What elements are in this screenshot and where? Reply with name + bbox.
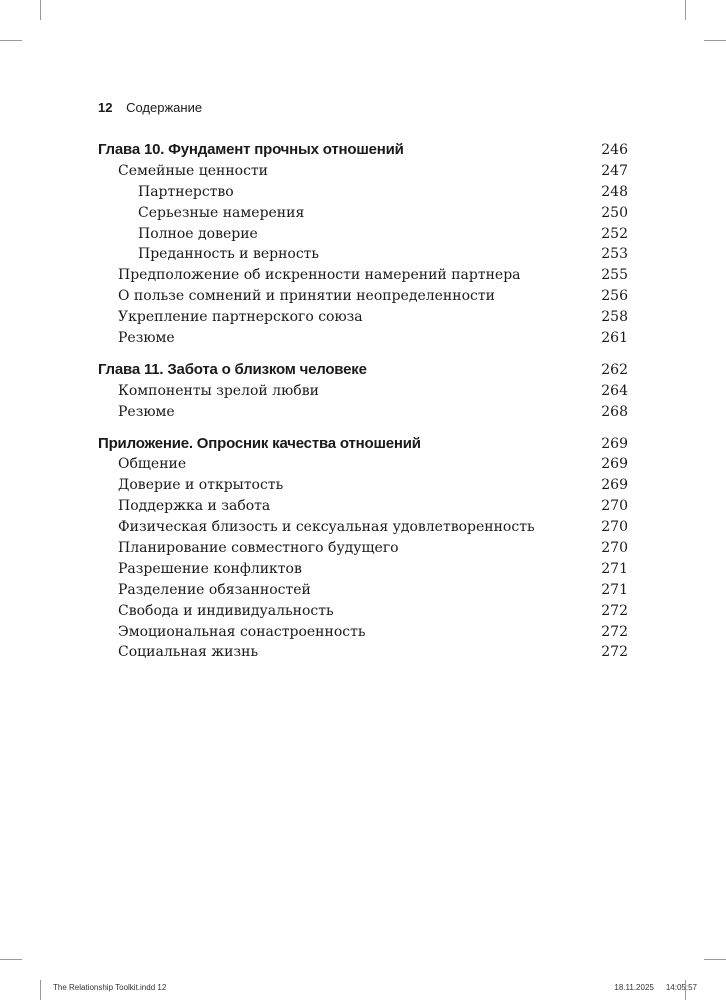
slug-page: 12 [157,983,167,992]
running-head [98,100,202,115]
toc-chapter-heading[interactable] [98,360,628,381]
toc-entry-title: Глава 10. Фундамент прочных отношений [98,141,404,158]
toc-entry-page: 248 [601,183,628,200]
toc-entry-title: Поддержка и забота [118,498,271,515]
toc-entry-page: 255 [601,267,628,284]
toc-entry[interactable] [98,559,628,580]
print-slug-file [53,983,166,992]
toc-entry[interactable] [98,224,628,245]
toc-entry-page: 269 [601,477,628,494]
toc-entry[interactable] [98,265,628,286]
toc-entry-title: Серьезные намерения [138,204,305,221]
toc-entry-title: Доверие и открытость [118,477,284,494]
crop-mark-top-left [40,0,41,20]
toc-entry[interactable] [98,182,628,203]
toc-entry-title: Преданность и верность [138,246,320,263]
toc-entry-page: 268 [601,403,628,420]
toc-entry-title: О пользе сомнений и принятии неопределенности [118,288,495,305]
toc-entry[interactable] [98,475,628,496]
toc-entry-page: 261 [601,330,628,347]
toc-entry-title: Компоненты зрелой любви [118,382,319,399]
crop-mark-right-top [704,40,726,41]
toc-entry-page: 270 [601,519,628,536]
toc-entry[interactable] [98,161,628,182]
table-of-contents [98,140,628,674]
page-number: 12 [98,100,113,115]
toc-entry-title: Предположение об искренности намерений партнера [118,267,521,284]
toc-entry[interactable] [98,203,628,224]
toc-entry[interactable] [98,496,628,517]
toc-entry[interactable] [98,402,628,423]
toc-entry-title: Эмоциональная сонастроенность [118,623,366,640]
toc-entry-title: Разделение обязанностей [118,581,311,598]
toc-entry-page: 270 [601,540,628,557]
toc-entry-title: Семейные ценности [118,162,269,179]
toc-entry-page: 256 [601,288,628,305]
toc-entry-title: Разрешение конфликтов [118,560,302,577]
toc-chapter-block [98,140,628,349]
toc-entry-page: 269 [601,456,628,473]
toc-entry-title: Глава 11. Забота о близком человеке [98,360,367,378]
print-slug-timestamp [614,983,697,992]
crop-mark-left-top [0,40,22,41]
toc-chapter-block [98,434,628,664]
toc-entry-page: 272 [601,623,628,640]
toc-entry-page: 271 [601,581,628,598]
toc-entry[interactable] [98,286,628,307]
toc-entry-page: 272 [601,602,628,619]
crop-mark-left-bottom [0,959,22,960]
toc-entry-page: 258 [601,309,628,326]
toc-entry[interactable] [98,517,628,538]
toc-entry-title: Резюме [118,330,175,347]
toc-entry-page: 250 [601,204,628,221]
toc-entry[interactable] [98,601,628,622]
toc-chapter-heading[interactable] [98,140,628,161]
toc-entry-page: 270 [601,498,628,515]
toc-entry-page: 271 [601,560,628,577]
toc-entry[interactable] [98,580,628,601]
toc-entry-page: 247 [601,162,628,179]
toc-entry-page: 264 [601,382,628,399]
toc-entry-title: Укрепление партнерского союза [118,309,363,326]
toc-entry-page: 262 [601,361,628,378]
toc-entry-title: Социальная жизнь [118,644,259,661]
toc-entry[interactable] [98,328,628,349]
toc-entry-title: Планирование совместного будущего [118,540,399,557]
toc-entry-page: 253 [601,246,628,263]
toc-entry[interactable] [98,622,628,643]
toc-entry-title: Резюме [118,403,175,420]
running-head-title: Содержание [126,100,203,115]
toc-entry-title: Общение [118,456,187,473]
toc-entry[interactable] [98,244,628,265]
toc-entry[interactable] [98,381,628,402]
toc-entry-page: 269 [601,435,628,452]
toc-entry-title: Партнерство [138,183,234,200]
toc-chapter-heading[interactable] [98,434,628,455]
toc-entry[interactable] [98,307,628,328]
toc-entry-title: Свобода и индивидуальность [118,602,334,619]
toc-entry-title: Полное доверие [138,225,258,242]
toc-entry-page: 272 [601,644,628,661]
toc-entry-title: Приложение. Опросник качества отношений [98,434,421,452]
crop-mark-right-bottom [704,959,726,960]
toc-entry-page: 252 [601,225,628,242]
slug-date: 18.11.2025 [614,983,654,992]
toc-entry[interactable] [98,642,628,663]
slug-filename: The Relationship Toolkit.indd [53,983,156,992]
toc-entry[interactable] [98,538,628,559]
toc-entry-page: 246 [601,142,628,158]
slug-time: 14:05:57 [665,983,697,992]
crop-mark-top-right [685,0,686,20]
toc-entry[interactable] [98,454,628,475]
toc-chapter-block [98,360,628,423]
toc-entry-title: Физическая близость и сексуальная удовлетворенность [118,519,535,536]
crop-mark-bottom-left [40,980,41,1000]
